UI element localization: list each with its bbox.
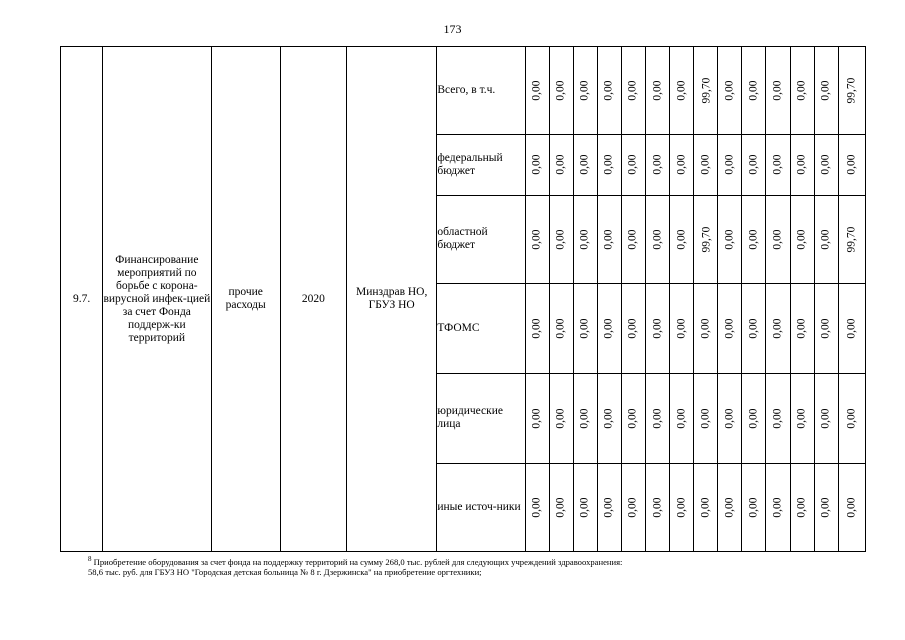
value-text: 0,00 — [747, 80, 760, 101]
value-text: 0,00 — [530, 318, 543, 339]
value-cell — [718, 373, 742, 463]
value-cell — [597, 283, 621, 373]
value-cell — [694, 195, 718, 283]
value-cell — [646, 463, 670, 551]
value-text: 0,00 — [602, 318, 615, 339]
value-text: 0,00 — [627, 408, 640, 429]
value-cell — [694, 47, 718, 135]
value-cell — [838, 283, 865, 373]
footnote-marker: 8 — [88, 555, 92, 563]
source-label: юридические лица — [437, 373, 525, 463]
footnote-line-1 — [88, 554, 868, 567]
row-number: 9.7. — [61, 47, 103, 552]
source-label: ТФОМС — [437, 283, 525, 373]
value-text: 0,00 — [578, 408, 591, 429]
value-text: 0,00 — [578, 229, 591, 250]
value-text: 0,00 — [819, 154, 832, 175]
value-cell — [622, 463, 646, 551]
value-cell — [838, 463, 865, 551]
value-text: 0,00 — [795, 229, 808, 250]
value-cell — [766, 373, 790, 463]
value-text: 0,00 — [530, 229, 543, 250]
value-cell — [718, 283, 742, 373]
value-text: 0,00 — [554, 80, 567, 101]
value-cell — [670, 47, 694, 135]
value-cell — [766, 195, 790, 283]
value-cell — [549, 47, 573, 135]
value-cell — [670, 283, 694, 373]
funding-table — [60, 46, 866, 552]
value-text: 0,00 — [675, 229, 688, 250]
value-cell — [742, 135, 766, 196]
value-text: 0,00 — [771, 318, 784, 339]
value-text: 0,00 — [651, 318, 664, 339]
value-cell — [790, 195, 814, 283]
value-text: 0,00 — [602, 497, 615, 518]
value-cell — [694, 283, 718, 373]
value-text: 0,00 — [554, 497, 567, 518]
value-cell — [646, 195, 670, 283]
value-cell — [549, 463, 573, 551]
page-number: 173 — [443, 22, 462, 36]
value-cell — [646, 47, 670, 135]
value-text: 0,00 — [845, 408, 858, 429]
value-text: 0,00 — [675, 154, 688, 175]
value-text: 0,00 — [530, 80, 543, 101]
value-cell — [694, 463, 718, 551]
value-cell — [790, 463, 814, 551]
value-cell — [814, 195, 838, 283]
value-text: 0,00 — [530, 408, 543, 429]
value-cell — [742, 283, 766, 373]
value-cell — [790, 47, 814, 135]
value-text: 0,00 — [747, 229, 760, 250]
value-text: 0,00 — [602, 154, 615, 175]
value-text: 0,00 — [771, 229, 784, 250]
value-text: 0,00 — [627, 497, 640, 518]
value-cell — [573, 463, 597, 551]
value-text: 0,00 — [627, 80, 640, 101]
value-text: 0,00 — [602, 80, 615, 101]
value-cell — [838, 135, 865, 196]
value-text: 0,00 — [602, 229, 615, 250]
footnote-text-1: Приобретение оборудования за счет фонда на поддержку территорий на сумму 268,0 тыс. рублей для следующих учреждений здравоохранения: — [91, 556, 623, 567]
source-row — [61, 47, 866, 135]
value-cell — [622, 373, 646, 463]
source-label: Всего, в т.ч. — [437, 47, 525, 135]
value-cell — [718, 47, 742, 135]
value-cell — [646, 283, 670, 373]
value-text: 0,00 — [747, 154, 760, 175]
value-text: 0,00 — [819, 318, 832, 339]
value-cell — [549, 135, 573, 196]
value-cell — [573, 283, 597, 373]
value-text: 0,00 — [554, 318, 567, 339]
value-cell — [670, 135, 694, 196]
source-label: областной бюджет — [437, 195, 525, 283]
value-text: 0,00 — [819, 408, 832, 429]
value-text: 0,00 — [578, 80, 591, 101]
value-text: 0,00 — [795, 408, 808, 429]
source-label: федеральный бюджет — [437, 135, 525, 196]
value-text: 0,00 — [845, 154, 858, 175]
value-text: 0,00 — [723, 408, 736, 429]
expense-type: прочие расходы — [211, 47, 280, 552]
value-cell — [694, 135, 718, 196]
value-cell — [525, 463, 549, 551]
value-cell — [694, 373, 718, 463]
value-text: 0,00 — [771, 408, 784, 429]
value-text: 0,00 — [771, 497, 784, 518]
value-text: 0,00 — [771, 154, 784, 175]
value-text: 0,00 — [578, 497, 591, 518]
value-cell — [670, 195, 694, 283]
value-cell — [838, 47, 865, 135]
value-text: 0,00 — [651, 497, 664, 518]
value-cell — [525, 283, 549, 373]
value-text: 0,00 — [819, 80, 832, 101]
value-cell — [525, 195, 549, 283]
value-text: 0,00 — [819, 497, 832, 518]
value-cell — [814, 373, 838, 463]
value-text: 0,00 — [554, 229, 567, 250]
executor: Минздрав НО, ГБУЗ НО — [347, 47, 437, 552]
value-cell — [718, 463, 742, 551]
value-cell — [646, 373, 670, 463]
value-cell — [597, 373, 621, 463]
value-cell — [597, 135, 621, 196]
value-text: 0,00 — [723, 229, 736, 250]
value-text: 0,00 — [578, 318, 591, 339]
year: 2020 — [280, 47, 346, 552]
value-text: 0,00 — [602, 408, 615, 429]
value-cell — [597, 47, 621, 135]
footnote-line-2: 58,6 тыс. руб. для ГБУЗ НО "Городская детская больница № 8 г. Дзержинска" на приобретение оргтехники; — [88, 567, 482, 578]
value-text: 0,00 — [699, 154, 712, 175]
value-text: 0,00 — [651, 80, 664, 101]
value-text: 0,00 — [723, 80, 736, 101]
value-cell — [814, 283, 838, 373]
value-text: 0,00 — [530, 154, 543, 175]
value-text: 0,00 — [699, 408, 712, 429]
value-cell — [766, 135, 790, 196]
value-cell — [622, 47, 646, 135]
value-cell — [525, 135, 549, 196]
value-cell — [525, 47, 549, 135]
value-text: 0,00 — [675, 80, 688, 101]
value-cell — [742, 373, 766, 463]
value-cell — [573, 373, 597, 463]
value-text: 0,00 — [795, 80, 808, 101]
value-text: 0,00 — [675, 408, 688, 429]
value-cell — [670, 373, 694, 463]
value-cell — [597, 195, 621, 283]
value-cell — [573, 135, 597, 196]
value-cell — [742, 195, 766, 283]
value-text: 0,00 — [675, 497, 688, 518]
source-label: иные источ-ники — [437, 463, 525, 551]
value-cell — [622, 135, 646, 196]
value-cell — [718, 195, 742, 283]
value-text: 99,70 — [700, 77, 713, 104]
value-text: 0,00 — [845, 318, 858, 339]
value-cell — [622, 283, 646, 373]
value-cell — [814, 47, 838, 135]
value-cell — [838, 373, 865, 463]
activity-name: Финансирование мероприятий по борьбе с корона-вирусной инфек-цией за счет Фонда поддерж-ки территорий — [103, 47, 211, 552]
value-text: 99,70 — [700, 226, 713, 253]
value-text: 0,00 — [723, 318, 736, 339]
value-cell — [549, 373, 573, 463]
value-text: 0,00 — [845, 497, 858, 518]
value-cell — [814, 463, 838, 551]
value-cell — [742, 463, 766, 551]
value-cell — [766, 47, 790, 135]
value-text: 0,00 — [699, 497, 712, 518]
value-text: 99,70 — [845, 226, 858, 253]
value-cell — [549, 195, 573, 283]
value-cell — [597, 463, 621, 551]
value-text: 0,00 — [554, 154, 567, 175]
value-text: 0,00 — [699, 318, 712, 339]
value-text: 0,00 — [530, 497, 543, 518]
value-text: 0,00 — [651, 154, 664, 175]
value-text: 0,00 — [795, 497, 808, 518]
value-text: 0,00 — [554, 408, 567, 429]
value-cell — [766, 283, 790, 373]
value-text: 0,00 — [723, 497, 736, 518]
value-text: 0,00 — [747, 318, 760, 339]
value-text: 0,00 — [627, 154, 640, 175]
value-text: 0,00 — [651, 408, 664, 429]
value-cell — [573, 47, 597, 135]
value-cell — [790, 135, 814, 196]
value-cell — [766, 463, 790, 551]
value-cell — [573, 195, 597, 283]
value-text: 0,00 — [578, 154, 591, 175]
value-text: 0,00 — [795, 318, 808, 339]
value-text: 0,00 — [795, 154, 808, 175]
value-cell — [814, 135, 838, 196]
value-cell — [742, 47, 766, 135]
value-cell — [525, 373, 549, 463]
value-text: 99,70 — [845, 77, 858, 104]
value-text: 0,00 — [819, 229, 832, 250]
footnote — [88, 554, 868, 578]
value-cell — [718, 135, 742, 196]
value-text: 0,00 — [651, 229, 664, 250]
value-cell — [670, 463, 694, 551]
value-cell — [838, 195, 865, 283]
value-text: 0,00 — [675, 318, 688, 339]
value-text: 0,00 — [627, 318, 640, 339]
value-cell — [646, 135, 670, 196]
value-cell — [790, 283, 814, 373]
value-cell — [549, 283, 573, 373]
value-text: 0,00 — [723, 154, 736, 175]
value-text: 0,00 — [627, 229, 640, 250]
value-cell — [790, 373, 814, 463]
value-text: 0,00 — [747, 497, 760, 518]
value-text: 0,00 — [771, 80, 784, 101]
value-cell — [622, 195, 646, 283]
value-text: 0,00 — [747, 408, 760, 429]
